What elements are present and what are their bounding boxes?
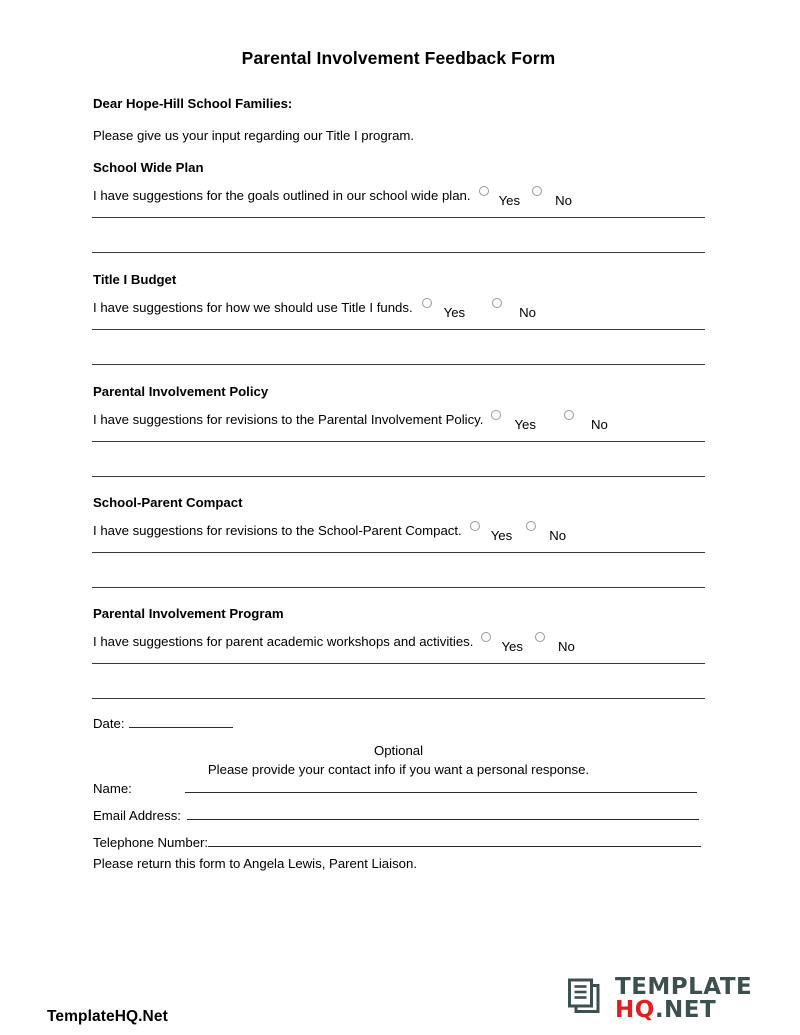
question-text: I have suggestions for the goals outlined in our school wide plan.: [93, 188, 471, 203]
question-row-school-parent-compact: [93, 522, 567, 543]
optional-block: [92, 742, 705, 779]
question-text: I have suggestions for how we should use Title I funds.: [93, 300, 413, 315]
telephone-label: Telephone Number:: [93, 835, 209, 850]
radio-option-yes-school-parent-compact[interactable]: [470, 522, 513, 543]
radio-option-yes-title-i-budget[interactable]: [422, 299, 466, 320]
closing-text: Please return this form to Angela Lewis, Parent Liaison.: [93, 856, 418, 871]
answer-line[interactable]: [92, 441, 705, 442]
question-text: I have suggestions for parent academic workshops and activities.: [93, 634, 474, 649]
radio-label-yes: Yes: [490, 528, 513, 543]
optional-title: Optional: [373, 743, 424, 758]
date-input[interactable]: [129, 714, 233, 728]
question-text: I have suggestions for revisions to the Parental Involvement Policy.: [93, 412, 484, 427]
page-title: Parental Involvement Feedback Form: [241, 48, 556, 68]
section-heading-parental-involvement-policy: Parental Involvement Policy: [93, 384, 269, 399]
radio-no-icon[interactable]: [564, 410, 574, 420]
answer-line[interactable]: [92, 364, 705, 365]
answer-line[interactable]: [92, 252, 705, 253]
radio-label-yes: Yes: [443, 305, 466, 320]
radio-option-yes-school-wide-plan[interactable]: [479, 187, 521, 208]
logo-wordmark: [615, 973, 753, 1023]
logo-second-line: [615, 996, 752, 1023]
footer-brand-text: TemplateHQ.Net: [47, 1008, 168, 1025]
section-heading-school-wide-plan: School Wide Plan: [93, 160, 204, 175]
telephone-input[interactable]: [208, 833, 701, 847]
name-label: Name:: [93, 781, 132, 796]
radio-label-yes: Yes: [498, 193, 521, 208]
documents-icon: [565, 975, 607, 1022]
radio-label-no: No: [519, 305, 536, 320]
answer-line[interactable]: [92, 663, 705, 664]
radio-yes-icon[interactable]: [470, 521, 480, 531]
section-heading-title-i-budget: Title I Budget: [93, 272, 177, 287]
radio-label-no: No: [590, 417, 608, 432]
answer-line[interactable]: [92, 552, 705, 553]
radio-yes-icon[interactable]: [422, 298, 432, 308]
radio-option-no-parental-involvement-policy[interactable]: [564, 411, 608, 432]
radio-option-no-title-i-budget[interactable]: [492, 299, 536, 320]
radio-yes-icon[interactable]: [481, 632, 491, 642]
radio-label-no: No: [555, 193, 572, 208]
question-row-parental-involvement-program: [93, 633, 575, 654]
answer-line[interactable]: [92, 476, 705, 477]
radio-label-no: No: [557, 639, 575, 654]
salutation-text: Dear Hope-Hill School Families:: [93, 96, 293, 111]
radio-yes-icon[interactable]: [491, 410, 501, 420]
section-heading-school-parent-compact: School-Parent Compact: [93, 495, 243, 510]
optional-instruction: Please provide your contact info if you want a personal response.: [207, 761, 590, 777]
intro-text: Please give us your input regarding our Title I program.: [93, 128, 415, 143]
radio-label-yes: Yes: [501, 639, 523, 654]
email-label: Email Address:: [93, 808, 181, 823]
radio-label-yes: Yes: [514, 417, 536, 432]
logo-hq-text: HQ: [615, 996, 655, 1023]
radio-no-icon[interactable]: [492, 298, 502, 308]
logo-template-text: TEMPLATE: [615, 973, 753, 1000]
radio-option-no-parental-involvement-program[interactable]: [535, 633, 575, 654]
contact-row-email: [93, 806, 699, 823]
radio-no-icon[interactable]: [532, 186, 542, 196]
answer-line[interactable]: [92, 217, 705, 218]
radio-option-no-school-parent-compact[interactable]: [526, 522, 567, 543]
question-row-parental-involvement-policy: [93, 411, 608, 432]
date-label: Date:: [93, 716, 125, 731]
date-field-row: [93, 714, 233, 731]
radio-option-yes-parental-involvement-program[interactable]: [481, 633, 523, 654]
answer-line[interactable]: [92, 587, 705, 588]
radio-no-icon[interactable]: [526, 521, 536, 531]
radio-label-no: No: [549, 528, 567, 543]
templatehq-logo: [565, 975, 752, 1022]
question-text: I have suggestions for revisions to the School-Parent Compact.: [93, 523, 462, 538]
radio-option-no-school-wide-plan[interactable]: [532, 187, 572, 208]
radio-option-yes-parental-involvement-policy[interactable]: [491, 411, 536, 432]
question-row-title-i-budget: [93, 299, 536, 320]
section-heading-parental-involvement-program: Parental Involvement Program: [93, 606, 284, 621]
radio-yes-icon[interactable]: [479, 186, 489, 196]
contact-row-telephone: [93, 833, 701, 850]
logo-net-text: .NET: [654, 996, 717, 1023]
radio-no-icon[interactable]: [535, 632, 545, 642]
answer-line[interactable]: [92, 698, 705, 699]
answer-line[interactable]: [92, 329, 705, 330]
name-input[interactable]: [185, 779, 697, 793]
email-input[interactable]: [187, 806, 699, 820]
question-row-school-wide-plan: [93, 187, 572, 208]
contact-row-name: [93, 779, 697, 796]
